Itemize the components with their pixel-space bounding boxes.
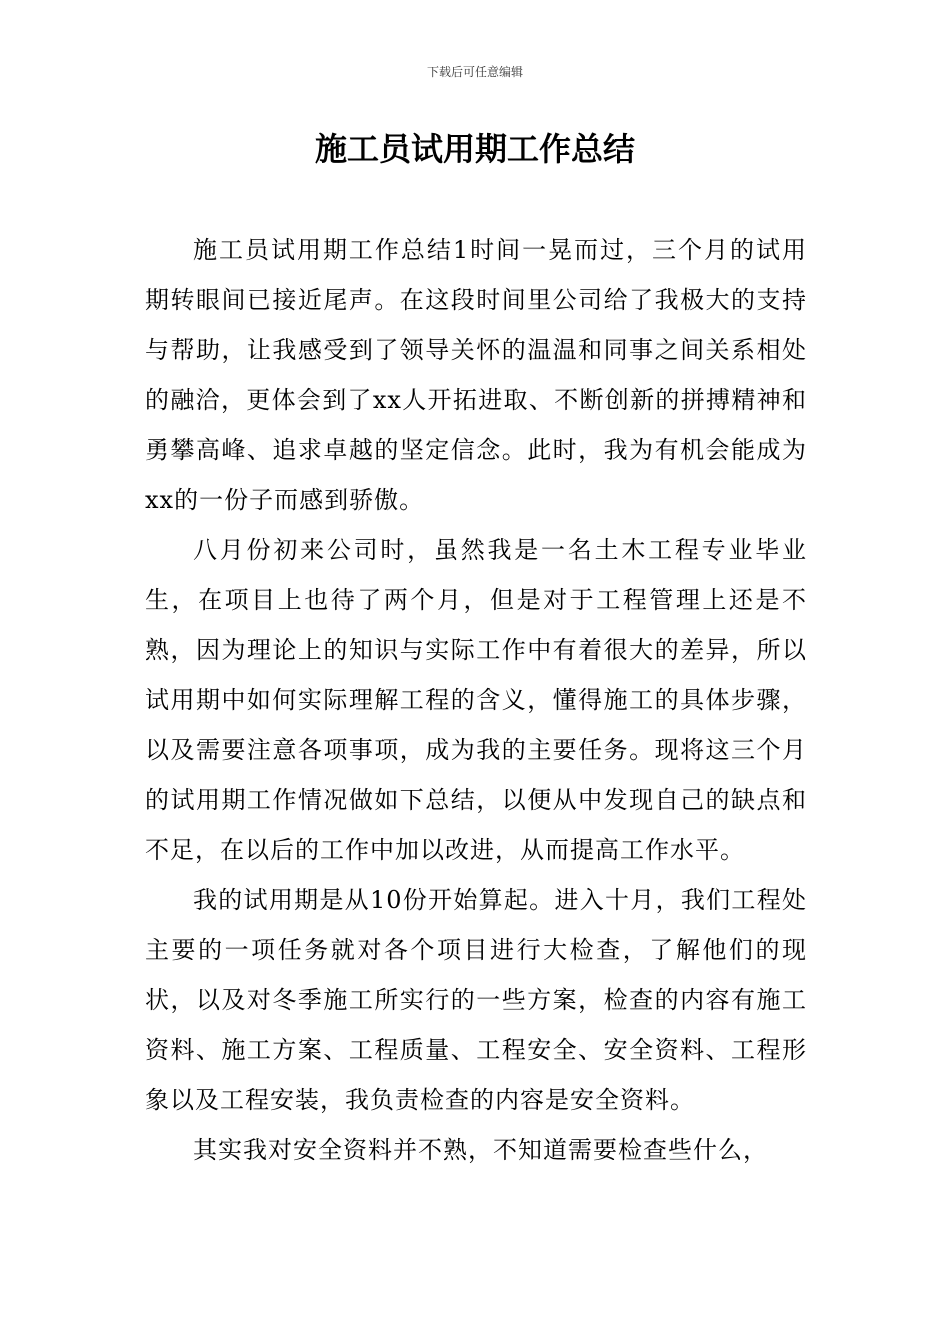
paragraph-4: 其实我对安全资料并不熟，不知道需要检查些什么，	[193, 1136, 768, 1164]
header-note: 下载后可任意编辑	[426, 65, 523, 79]
document-body	[145, 225, 807, 1175]
paragraph-1: 施工员试用期工作总结1时间一晃而过，三个月的试用期转眼间已接近尾声。在这段时间里公司给了我极大的支持与帮助，让我感受到了领导关怀的温温和同事之间关系相处的融洽，更体会到了xx人开拓进取、不断创新的拼搏精神和勇攀高峰、追求卓越的坚定信念。此时，我为有机会能成为xx的一份子而感到骄傲。	[145, 236, 807, 514]
paragraph-3: 我的试用期是从10份开始算起。进入十月，我们工程处主要的一项任务就对各个项目进行大检查，了解他们的现状，以及对冬季施工所实行的一些方案，检查的内容有施工资料、施工方案、工程质量、工程安全、安全资料、工程形象以及工程安装，我负责检查的内容是安全资料。	[145, 886, 807, 1114]
document-title: 施工员试用期工作总结	[314, 130, 635, 168]
paragraph-2: 八月份初来公司时，虽然我是一名土木工程专业毕业生，在项目上也待了两个月，但是对于工程管理上还是不熟，因为理论上的知识与实际工作中有着很大的差异，所以试用期中如何实际理解工程的含义，懂得施工的具体步骤，以及需要注意各项事项，成为我的主要任务。现将这三个月的试用期工作情况做如下总结，以便从中发现自己的缺点和不足，在以后的工作中加以改进，从而提高工作水平。	[145, 536, 807, 864]
